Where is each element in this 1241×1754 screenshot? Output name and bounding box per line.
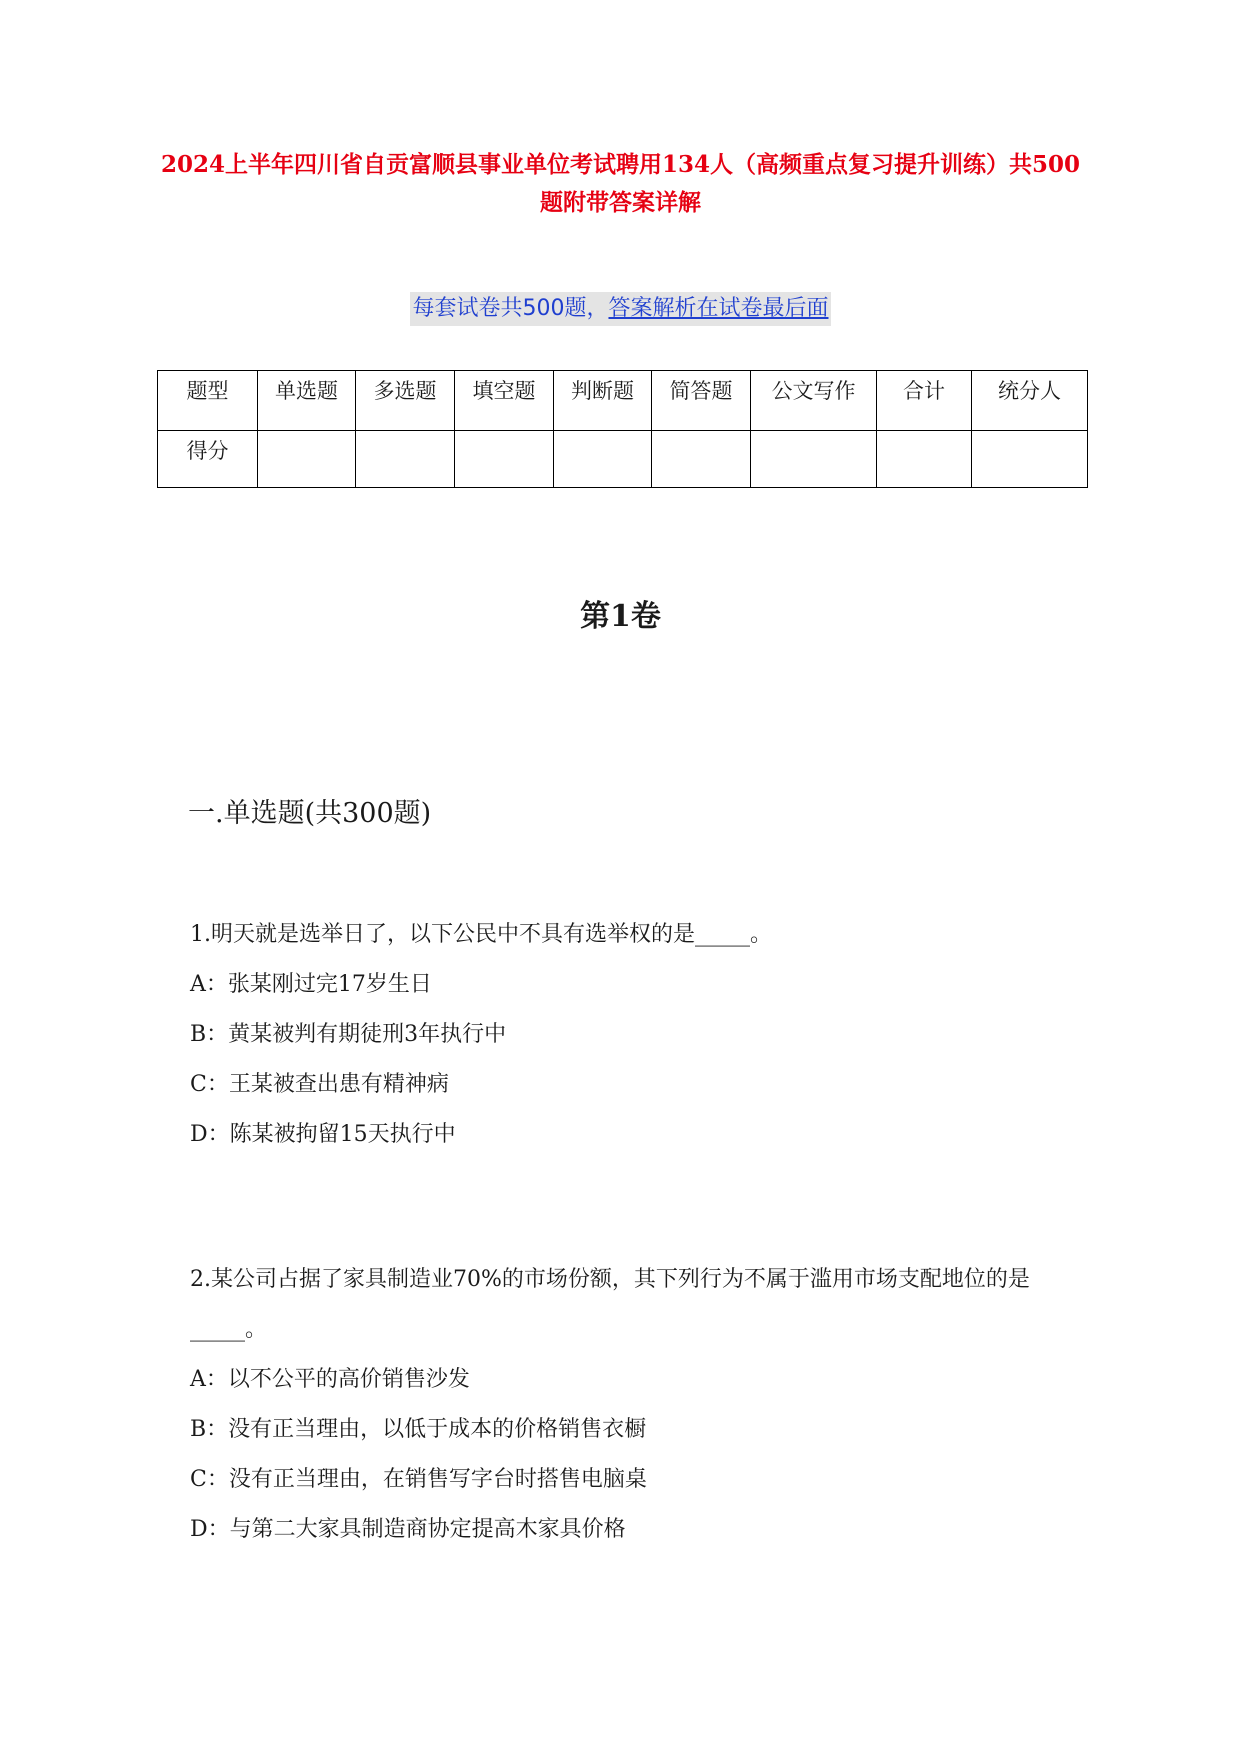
score-cell-true-false [554,431,652,488]
score-cell-short-answer [652,431,751,488]
question-stem: 2.某公司占据了家具制造业70%的市场份额，其下列行为不属于滥用市场支配地位的是_____。 [190,1267,1030,1342]
header-cell-true-false: 判断题 [554,371,652,431]
score-cell-total [877,431,972,488]
score-row-label: 得分 [158,431,258,488]
option-b: B：没有正当理由，以低于成本的价格销售衣橱 [190,1417,647,1442]
option-a: A：张某刚过完17岁生日 [190,972,432,997]
option-d: D：陈某被拘留15天执行中 [190,1122,456,1147]
header-cell-total: 合计 [877,371,972,431]
notice-text [410,292,830,326]
score-table [157,370,1088,488]
notice-banner [0,292,1241,326]
question-1 [190,910,1070,1160]
header-cell-official-writing: 公文写作 [751,371,877,431]
option-a: A：以不公平的高价销售沙发 [190,1367,470,1392]
option-d: D：与第二大家具制造商协定提高木家具价格 [190,1517,626,1542]
score-cell-fill-blank [455,431,554,488]
notice-part1: 每套试卷共500题， [412,296,609,321]
header-cell-scorer: 统分人 [972,371,1088,431]
option-b: B：黄某被判有期徒刑3年执行中 [190,1022,507,1047]
score-cell-scorer [972,431,1088,488]
section-title: 一.单选题(共300题) [188,798,432,829]
header-cell-single-choice: 单选题 [258,371,356,431]
score-cell-single-choice [258,431,356,488]
header-cell-type: 题型 [158,371,258,431]
score-cell-multiple-choice [356,431,455,488]
question-stem: 1.明天就是选举日了，以下公民中不具有选举权的是_____。 [190,922,772,947]
option-c: C：没有正当理由，在销售写字台时搭售电脑桌 [190,1467,647,1492]
header-cell-short-answer: 简答题 [652,371,751,431]
question-2 [190,1255,1070,1555]
header-cell-fill-blank: 填空题 [455,371,554,431]
score-table-header-row [158,371,1088,431]
score-table-score-row [158,431,1088,488]
document-title: 2024上半年四川省自贡富顺县事业单位考试聘用134人（高频重点复习提升训练）共500题附带答案详解 [160,151,1081,216]
score-cell-official-writing [751,431,877,488]
option-c: C：王某被查出患有精神病 [190,1072,449,1097]
header-cell-multiple-choice: 多选题 [356,371,455,431]
volume-title: 第1卷 [580,599,661,634]
answer-location-link[interactable]: 答案解析在试卷最后面 [608,296,829,321]
